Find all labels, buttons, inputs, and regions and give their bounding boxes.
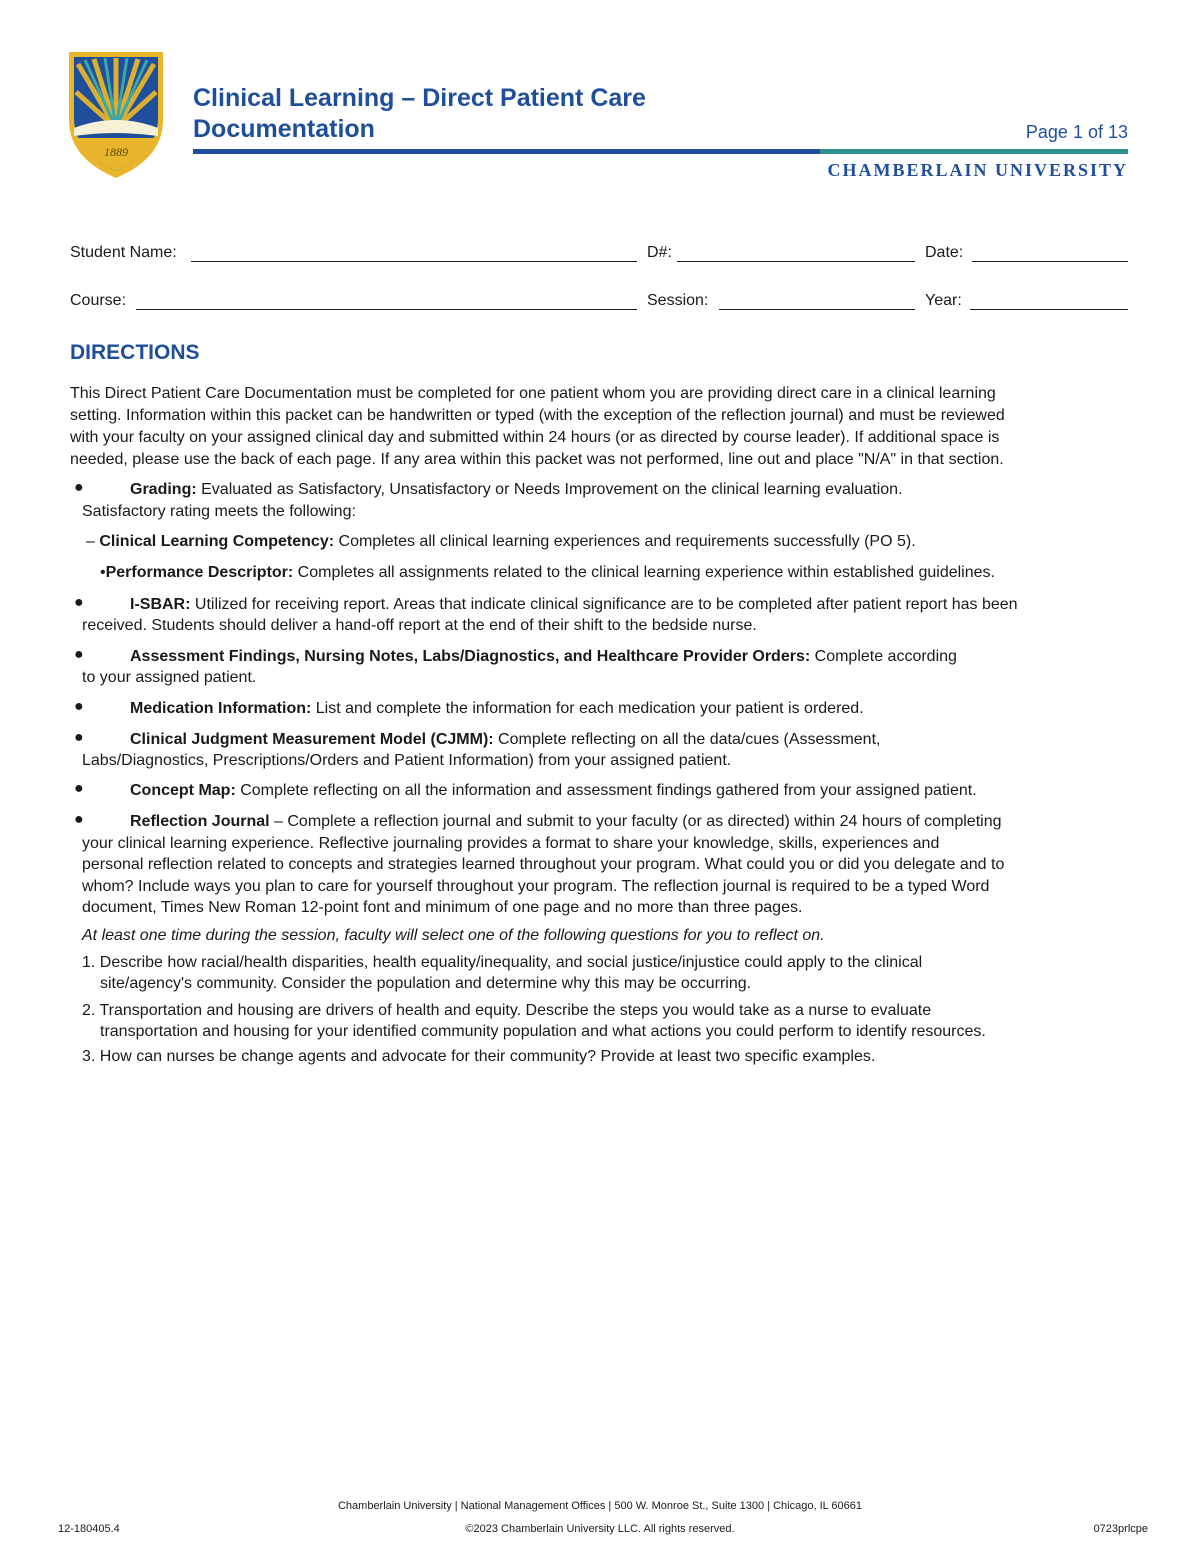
- bullet-icon: ●: [74, 780, 84, 797]
- reflection-line: document, Times New Roman 12-point font and minimum of one page and no more than three pages.: [82, 899, 803, 916]
- reflection-text: – Complete a reflection journal and submit to your faculty (or as directed) within 24 hours of completing: [269, 813, 1002, 830]
- medication-item: [130, 698, 864, 720]
- bullet-icon: ●: [74, 729, 84, 746]
- intro-line-4: needed, please use the back of each page. If any area within this packet was not performed, line out and place "N/A" in that section.: [70, 451, 1004, 468]
- session-field[interactable]: [719, 309, 915, 310]
- year-label: Year:: [925, 292, 962, 309]
- isbar-label: I-SBAR:: [130, 596, 191, 613]
- bullet-icon: ●: [74, 594, 84, 611]
- isbar-item: [130, 594, 1018, 616]
- medication-text: List and complete the information for each medication your patient is ordered.: [311, 700, 864, 717]
- competency-item: [86, 531, 916, 553]
- year-field[interactable]: [970, 309, 1128, 310]
- student-name-field[interactable]: [191, 261, 637, 262]
- reflection-item: [130, 811, 1002, 833]
- footer-code: 0723prlcpe: [1093, 1523, 1148, 1535]
- course-label: Course:: [70, 292, 127, 309]
- question-2-line-2: transportation and housing for your identified community population and what actions you could perform to identify resources.: [100, 1023, 986, 1040]
- course-field[interactable]: [136, 309, 637, 310]
- descriptor-label: Performance Descriptor:: [105, 564, 294, 581]
- university-shield-logo: [66, 50, 166, 180]
- italic-note: At least one time during the session, faculty will select one of the following questions for you to reflect on.: [82, 927, 825, 944]
- bullet-icon: ●: [74, 698, 84, 715]
- concept-label: Concept Map:: [130, 782, 236, 799]
- cjmm-text: Complete reflecting on all the data/cues (Assessment,: [493, 731, 881, 748]
- reflection-line: personal reflection related to concepts and strategies learned throughout your program. What could you or did you delegate and to: [82, 856, 1005, 873]
- university-wordmark: CHAMBERLAIN UNIVERSITY: [827, 160, 1128, 180]
- page-title-line1: Clinical Learning – Direct Patient Care: [193, 84, 646, 112]
- cjmm-line-2: Labs/Diagnostics, Prescriptions/Orders and Patient Information) from your assigned patient.: [82, 752, 732, 769]
- concept-text: Complete reflecting on all the information and assessment findings gathered from your assigned patient.: [235, 782, 977, 799]
- grading-text: Evaluated as Satisfactory, Unsatisfactory or Needs Improvement on the clinical learning evaluation.: [196, 481, 903, 498]
- footer-doc-id: 12-180405.4: [58, 1523, 120, 1535]
- intro-line-2: setting. Information within this packet can be handwritten or typed (with the exception of the reflection journal) and must be reviewed: [70, 407, 1005, 424]
- page-number: Page 1 of 13: [1025, 122, 1128, 142]
- student-name-label: Student Name:: [70, 244, 177, 261]
- session-label: Session:: [647, 292, 709, 309]
- grading-label: Grading:: [130, 481, 197, 498]
- descriptor-item: [100, 562, 995, 584]
- d-number-label: D#:: [647, 244, 672, 261]
- descriptor-text: Completes all assignments related to the clinical learning experience within established guidelines.: [293, 564, 995, 581]
- directions-heading: DIRECTIONS: [70, 341, 200, 364]
- d-number-field[interactable]: [677, 261, 915, 262]
- date-label: Date:: [925, 244, 964, 261]
- question-1-line-2: site/agency's community. Consider the population and determine why this may be occurring.: [100, 975, 752, 992]
- assessment-item: [130, 646, 957, 668]
- reflection-line: whom? Include ways you plan to care for yourself throughout your program. The reflection journal is required to be a typed Word: [82, 878, 990, 895]
- grading-line-2: Satisfactory rating meets the following:: [82, 503, 356, 520]
- assessment-text: Complete according: [810, 648, 957, 665]
- footer-address: Chamberlain University | National Management Offices | 500 W. Monroe St., Suite 1300 | Chicago, IL 60661: [337, 1500, 862, 1512]
- logo-year: 1889: [104, 145, 128, 159]
- isbar-text: Utilized for receiving report. Areas that indicate clinical significance are to be completed after patient report has been: [190, 596, 1018, 613]
- concept-item: [130, 780, 977, 802]
- assessment-line-2: to your assigned patient.: [82, 669, 257, 686]
- competency-label: Clinical Learning Competency:: [99, 533, 335, 550]
- date-field[interactable]: [972, 261, 1128, 262]
- cjmm-item: [130, 729, 880, 751]
- diamond-bullet-icon: •: [100, 564, 106, 581]
- dash-icon: –: [86, 533, 100, 550]
- competency-text: Completes all clinical learning experiences and requirements successfully (PO 5).: [334, 533, 916, 550]
- header-rule-teal: [820, 149, 1128, 154]
- question-1: 1. Describe how racial/health disparities, health equality/inequality, and social justice/injustice could apply to the clinical: [82, 954, 923, 971]
- reflection-label: Reflection Journal: [130, 813, 270, 830]
- intro-line-3: with your faculty on your assigned clinical day and submitted within 24 hours (or as directed by course leader). If additional space is: [70, 429, 1000, 446]
- reflection-line: your clinical learning experience. Reflective journaling provides a format to share your knowledge, skills, experiences and: [82, 835, 940, 852]
- question-3: 3. How can nurses be change agents and advocate for their community? Provide at least two specific examples.: [82, 1048, 876, 1065]
- bullet-icon: ●: [74, 811, 84, 828]
- page-title-line2: Documentation: [193, 115, 375, 143]
- medication-label: Medication Information:: [130, 700, 312, 717]
- footer-copyright: ©2023 Chamberlain University LLC. All rights reserved.: [465, 1523, 735, 1535]
- question-2: 2. Transportation and housing are drivers of health and equity. Describe the steps you would take as a nurse to evaluate: [82, 1002, 932, 1019]
- assessment-label: Assessment Findings, Nursing Notes, Labs/Diagnostics, and Healthcare Provider Orders:: [130, 648, 811, 665]
- bullet-icon: ●: [74, 479, 84, 496]
- cjmm-label: Clinical Judgment Measurement Model (CJMM):: [130, 731, 494, 748]
- intro-line-1: This Direct Patient Care Documentation must be completed for one patient whom you are providing direct care in a clinical learning: [70, 385, 996, 402]
- header-rule-blue: [193, 149, 820, 154]
- isbar-line-2: received. Students should deliver a hand-off report at the end of their shift to the bedside nurse.: [82, 617, 757, 634]
- grading-item: [130, 479, 903, 501]
- bullet-icon: ●: [74, 646, 84, 663]
